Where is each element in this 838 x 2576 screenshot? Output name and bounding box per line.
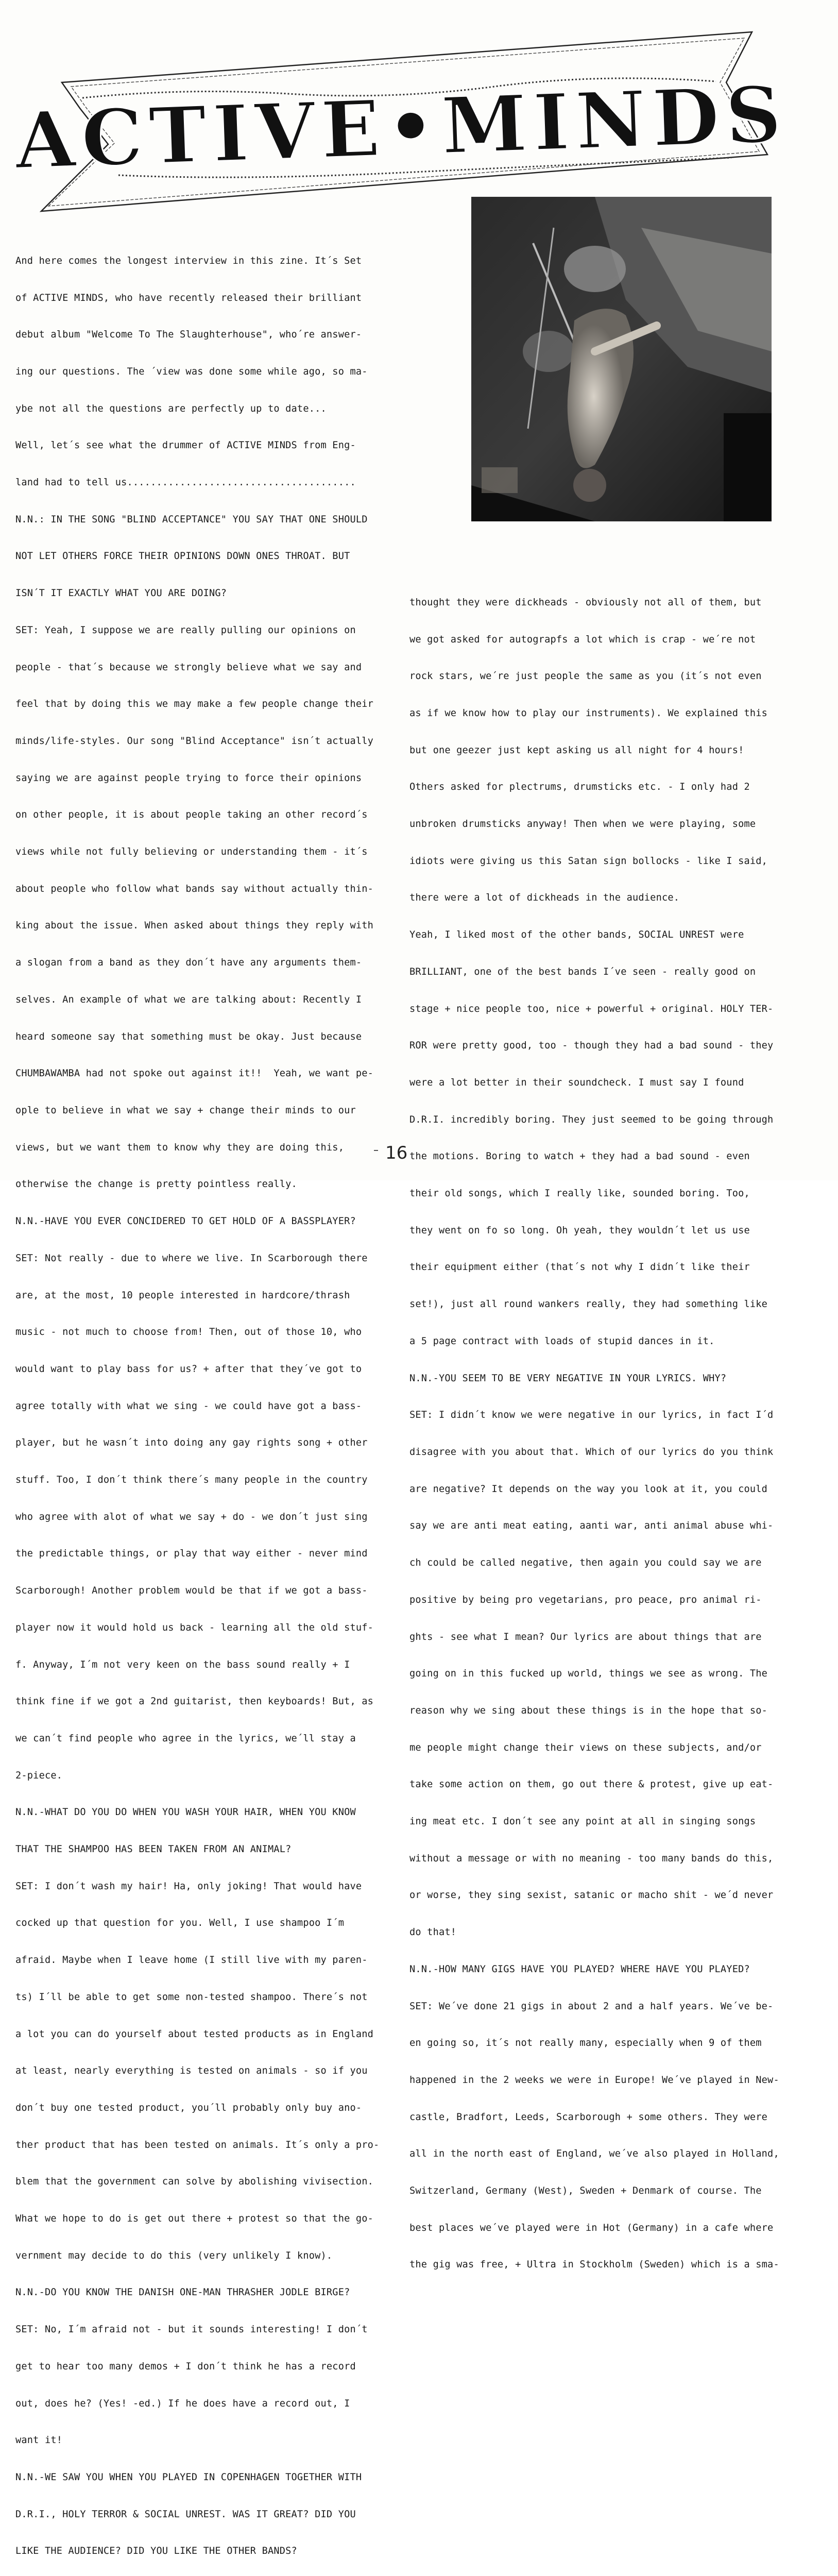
page-number: 16: [385, 1143, 408, 1163]
text-line: rock stars, we´re just people the same as you (it´s not even: [409, 671, 762, 682]
text-line: happened in the 2 weeks we were in Europe! We´ve played in New-: [409, 2074, 779, 2086]
text-line: player now it would hold us back - learning all the old stuf-: [15, 1622, 374, 1633]
text-line: heard someone say that something must be okay. Just because: [15, 1031, 362, 1042]
text-line: without a message or with no meaning - too many bands do this,: [409, 1853, 774, 1864]
text-line: out, does he? (Yes! -ed.) If he does have a record out, I: [15, 2398, 350, 2409]
text-line: f. Anyway, I´m not very keen on the bass sound really + I: [15, 1659, 350, 1670]
banner-title: ACTIVE•MINDS: [13, 69, 789, 187]
text-line: What we hope to do is get out there + protest so that the go-: [15, 2213, 374, 2225]
text-line: but one geezer just kept asking us all night for 4 hours!: [409, 744, 744, 756]
text-line: minds/life-styles. Our song "Blind Acceptance" isn´t actually: [15, 735, 374, 747]
text-line: 2-piece.: [15, 1770, 63, 1781]
text-line: selves. An example of what we are talking about: Recently I: [15, 994, 362, 1005]
text-line: we got asked for autograpfs a lot which is crap - we´re not: [409, 634, 756, 645]
text-line: ISN´T IT EXACTLY WHAT YOU ARE DOING?: [15, 588, 227, 599]
text-line: are, at the most, 10 people interested in hardcore/thrash: [15, 1290, 350, 1301]
text-line: idiots were giving us this Satan sign bollocks - like I said,: [409, 855, 768, 867]
text-line: at least, nearly everything is tested on animals - so if you: [15, 2065, 368, 2077]
text-line: ing our questions. The ´view was done some while ago, so ma-: [15, 366, 368, 377]
text-line: the motions. Boring to watch + they had a bad sound - even: [409, 1151, 750, 1162]
text-line: reason why we sing about these things is in the hope that so-: [409, 1705, 768, 1716]
concert-photo-icon: [471, 197, 772, 521]
text-line: about people who follow what bands say without actually thin-: [15, 883, 374, 894]
text-line: agree totally with what we sing - we could have got a bass-: [15, 1400, 362, 1412]
text-line: unbroken drumsticks anyway! Then when we were playing, some: [409, 819, 756, 830]
text-line: SET: I don´t wash my hair! Ha, only joking! That would have: [15, 1880, 362, 1892]
text-line: set!), just all round wankers really, they had something like: [409, 1299, 768, 1310]
text-line: debut album "Welcome To The Slaughterhouse", who´re answer-: [15, 329, 362, 341]
text-line: ROR were pretty good, too - though they had a bad sound - they: [409, 1040, 774, 1052]
text-line: ing meat etc. I don´t see any point at all in singing songs: [409, 1816, 756, 1827]
text-line: castle, Bradfort, Leeds, Scarborough + some others. They were: [409, 2111, 768, 2123]
text-line: a 5 page contract with loads of stupid dances in it.: [409, 1335, 715, 1347]
text-line: are negative? It depends on the way you look at it, you could: [409, 1483, 768, 1495]
text-line: N.N.-WHAT DO YOU DO WHEN YOU WASH YOUR HAIR, WHEN YOU KNOW: [15, 1807, 356, 1818]
text-line: NOT LET OTHERS FORCE THEIR OPINIONS DOWN ONES THROAT. BUT: [15, 551, 350, 562]
text-line: N.N.: IN THE SONG "BLIND ACCEPTANCE" YOU SAY THAT ONE SHOULD: [15, 514, 368, 525]
text-line: we can´t find people who agree in the lyrics, we´ll stay a: [15, 1733, 356, 1744]
text-line: And here comes the longest interview in this zine. It´s Set: [15, 255, 362, 266]
text-line: stage + nice people too, nice + powerful + original. HOLY TER-: [409, 1003, 774, 1014]
text-line: people - that´s because we strongly believe what we say and: [15, 662, 362, 673]
text-line: take some action on them, go out there & protest, give up eat-: [409, 1779, 774, 1790]
text-line: or worse, they sing sexist, satanic or macho shit - we´d never: [409, 1890, 774, 1901]
text-line: D.R.I. incredibly boring. They just seemed to be going through: [409, 1114, 774, 1125]
banner-graphic: [13, 26, 789, 222]
right-column-text: [409, 572, 785, 2296]
text-line: thought they were dickheads - obviously not all of them, but: [409, 597, 762, 608]
text-line: think fine if we got a 2nd guitarist, then keyboards! But, as: [15, 1696, 374, 1707]
text-line: want it!: [15, 2435, 63, 2446]
text-line: do that!: [409, 1927, 457, 1938]
text-line: SET: Yeah, I suppose we are really pulling our opinions on: [15, 624, 356, 636]
text-line: N.N.-HAVE YOU EVER CONCIDERED TO GET HOLD OF A BASSPLAYER?: [15, 1216, 356, 1227]
text-line: ts) I´ll be able to get some non-tested shampoo. There´s not: [15, 1991, 368, 2003]
text-line: en going so, it´s not really many, especially when 9 of them: [409, 2038, 762, 2049]
text-line: LIKE THE AUDIENCE? DID YOU LIKE THE OTHER BANDS?: [15, 2546, 297, 2557]
text-line: on other people, it is about people taking an other record´s: [15, 809, 368, 821]
text-line: don´t buy one tested product, you´ll probably only buy ano-: [15, 2102, 362, 2113]
text-line: N.N.-DO YOU KNOW THE DANISH ONE-MAN THRASHER JODLE BIRGE?: [15, 2287, 350, 2298]
text-line: SET: Not really - due to where we live. In Scarborough there: [15, 1252, 368, 1264]
text-line: SET: I didn´t know we were negative in our lyrics, in fact I´d: [409, 1410, 774, 1421]
text-line: cocked up that question for you. Well, I use shampoo I´m: [15, 1918, 345, 1929]
text-line: a lot you can do yourself about tested products as in England: [15, 2028, 374, 2040]
text-line: the predictable things, or play that way either - never mind: [15, 1548, 368, 1560]
text-line: ople to believe in what we say + change their minds to our: [15, 1105, 356, 1116]
text-line: views while not fully believing or understanding them - it´s: [15, 846, 368, 858]
text-line: Yeah, I liked most of the other bands, SOCIAL UNREST were: [409, 929, 744, 941]
text-line: disagree with you about that. Which of our lyrics do you think: [409, 1446, 774, 1458]
text-line: ch could be called negative, then again you could say we are: [409, 1557, 762, 1569]
text-line: vernment may decide to do this (very unlikely I know).: [15, 2250, 333, 2261]
text-line: the gig was free, + Ultra in Stockholm (Sweden) which is a sma-: [409, 2259, 779, 2270]
text-line: Well, let´s see what the drummer of ACTIVE MINDS from Eng-: [15, 440, 356, 451]
text-line: as if we know how to play our instruments). We explained this: [409, 707, 768, 719]
text-line: ghts - see what I mean? Our lyrics are about things that are: [409, 1631, 762, 1642]
concert-photo: [471, 197, 772, 521]
text-line: they went on fo so long. Oh yeah, they wouldn´t let us use: [409, 1225, 750, 1236]
text-line: there were a lot of dickheads in the audience.: [409, 892, 680, 904]
text-line: get to hear too many demos + I don´t think he has a record: [15, 2361, 356, 2372]
text-line: stuff. Too, I don´t think there´s many people in the country: [15, 1475, 368, 1486]
text-line: blem that the government can solve by abolishing vivisection.: [15, 2176, 374, 2188]
text-line: N.N.-YOU SEEM TO BE VERY NEGATIVE IN YOUR LYRICS. WHY?: [409, 1372, 727, 1384]
text-line: of ACTIVE MINDS, who have recently released their brilliant: [15, 292, 362, 303]
text-line: best places we´ve played were in Hot (Germany) in a cafe where: [409, 2222, 774, 2233]
text-line: player, but he wasn´t into doing any gay rights song + other: [15, 1437, 368, 1449]
text-line: their equipment either (that´s not why I didn´t like their: [409, 1262, 750, 1273]
text-line: feel that by doing this we may make a few people change their: [15, 699, 374, 710]
text-line: Others asked for plectrums, drumsticks etc. - I only had 2: [409, 782, 750, 793]
page-number-dash: [374, 1150, 378, 1151]
text-line: were a lot better in their soundcheck. I must say I found: [409, 1077, 744, 1088]
text-line: ther product that has been tested on animals. It´s only a pro-: [15, 2139, 380, 2150]
active-minds-banner: [13, 26, 789, 222]
text-line: SET: We´ve done 21 gigs in about 2 and a half years. We´ve be-: [409, 2001, 774, 2012]
text-line: who agree with alot of what we say + do - we don´t just sing: [15, 1511, 368, 1522]
text-line: positive by being pro vegetarians, pro peace, pro animal ri-: [409, 1594, 762, 1605]
text-line: CHUMBAWAMBA had not spoke out against it!! Yeah, we want pe-: [15, 1068, 374, 1079]
text-line: afraid. Maybe when I leave home (I still live with my paren-: [15, 1955, 368, 1966]
text-line: N.N.-WE SAW YOU WHEN YOU PLAYED IN COPENHAGEN TOGETHER WITH: [15, 2472, 362, 2483]
text-line: Switzerland, Germany (West), Sweden + Denmark of course. The: [409, 2185, 762, 2197]
text-line: SET: No, I´m afraid not - but it sounds interesting! I don´t: [15, 2324, 368, 2335]
text-line: say we are anti meat eating, aanti war, anti animal abuse whi-: [409, 1520, 774, 1532]
text-line: would want to play bass for us? + after that they´ve got to: [15, 1363, 362, 1375]
text-line: a slogan from a band as they don´t have any arguments them-: [15, 957, 362, 969]
text-line: all in the north east of England, we´ve also played in Holland,: [409, 2148, 779, 2160]
text-line: saying we are against people trying to force their opinions: [15, 772, 362, 784]
text-line: land had to tell us.......................................: [15, 477, 356, 488]
text-line: music - not much to choose from! Then, out of those 10, who: [15, 1327, 362, 1338]
text-line: ybe not all the questions are perfectly up to date...: [15, 403, 327, 414]
text-line: going on in this fucked up world, things we see as wrong. The: [409, 1668, 768, 1680]
text-line: D.R.I., HOLY TERROR & SOCIAL UNREST. WAS IT GREAT? DID YOU: [15, 2509, 356, 2520]
left-column-text: [15, 230, 412, 2576]
text-line: views, but we want them to know why they are doing this,: [15, 1142, 345, 1153]
text-line: king about the issue. When asked about things they reply with: [15, 920, 374, 931]
text-line: otherwise the change is pretty pointless really.: [15, 1179, 297, 1190]
text-line: their old songs, which I really like, sounded boring. Too,: [409, 1188, 750, 1199]
text-line: N.N.-HOW MANY GIGS HAVE YOU PLAYED? WHERE HAVE YOU PLAYED?: [409, 1963, 750, 1975]
text-line: me people might change their views on these subjects, and/or: [409, 1742, 762, 1753]
text-line: BRILLIANT, one of the best bands I´ve seen - really good on: [409, 966, 756, 977]
text-line: THAT THE SHAMPOO HAS BEEN TAKEN FROM AN ANIMAL?: [15, 1844, 292, 1855]
text-line: Scarborough! Another problem would be that if we got a bass-: [15, 1585, 368, 1597]
